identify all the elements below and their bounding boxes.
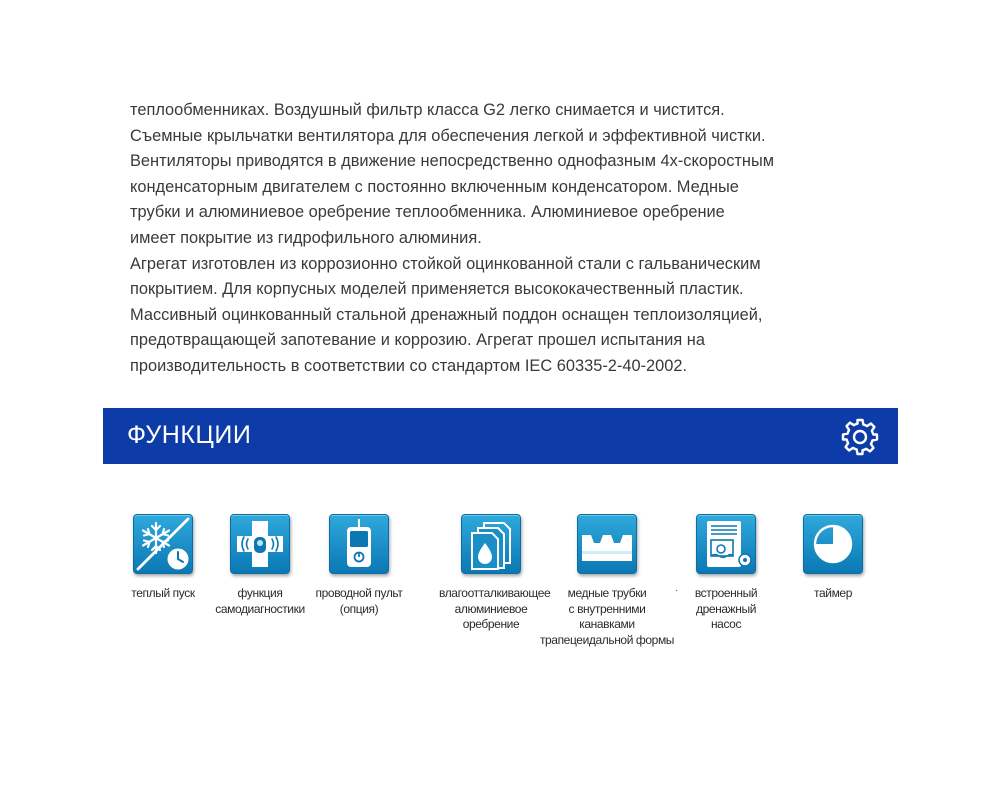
description-line: Съемные крыльчатки вентилятора для обеспечения легкой и эффективной чистки. <box>130 126 766 145</box>
functions-banner <box>103 408 898 464</box>
feature-label-line: теплый пуск <box>131 586 195 600</box>
feature-label-line: алюминиевое <box>454 601 528 616</box>
feature-grooved-tubes <box>537 514 677 648</box>
wired-remote-icon <box>329 514 389 574</box>
stray-mark: · <box>675 585 679 596</box>
feature-label-line: насос <box>710 617 742 631</box>
banner-title: ФУНКЦИИ <box>127 421 252 449</box>
timer-icon <box>803 514 863 574</box>
feature-label-line: встроенный <box>694 586 758 600</box>
gear-icon <box>840 417 880 457</box>
feature-label-line: (опция) <box>339 601 379 616</box>
description-line: предотвращающей запотевание и коррозию. Агрегат прошел испытания на <box>130 331 705 350</box>
feature-label-line: самодиагностики <box>215 601 305 616</box>
feature-label-line: с внутренними <box>568 601 646 616</box>
description-line: трубки и алюминиевое оребрение теплообменника. Алюминиевое оребрение <box>130 203 725 222</box>
diagnostics-cross-icon <box>230 514 290 574</box>
feature-self-diagnostics <box>210 514 310 617</box>
feature-wired-remote <box>309 514 409 617</box>
description-line: покрытием. Для корпусных моделей применяется высококачественный пластик. <box>130 280 744 299</box>
description-line: производительность в соответствии со стандартом IEC 60335-2-40-2002. <box>130 356 688 375</box>
description-line: имеет покрытие из гидрофильного алюминия. <box>130 228 482 247</box>
description-line: Агрегат изготовлен из коррозионно стойкой оцинкованной стали с гальваническим <box>130 254 761 273</box>
feature-warm-start <box>113 514 213 602</box>
feature-label-line: функция <box>237 586 283 600</box>
description-text <box>130 98 920 380</box>
feature-label-line: таймер <box>814 586 852 600</box>
feature-label-line: проводной пульт <box>315 586 403 600</box>
snowflake-clock-icon <box>133 514 193 574</box>
feature-label-line: канавками <box>579 617 635 631</box>
description-line: Вентиляторы приводятся в движение непосредственно однофазным 4х-скоростным <box>130 152 774 171</box>
hydrophobic-fin-icon <box>461 514 521 574</box>
feature-drain-pump <box>676 514 776 633</box>
grooved-tube-icon <box>577 514 637 574</box>
feature-timer <box>783 514 883 602</box>
feature-label-line: оребрение <box>462 617 520 631</box>
feature-label-line: влагоотталкивающее <box>439 586 551 600</box>
description-line: теплообменниках. Воздушный фильтр класса G2 легко снимается и чистится. <box>130 101 725 119</box>
feature-label-line: медные трубки <box>567 586 647 600</box>
feature-label-line: дренажный <box>695 601 757 616</box>
feature-hydrophobic-fins <box>439 514 551 633</box>
feature-label-line: трапецеидальной формы <box>539 632 675 647</box>
drain-pump-icon <box>696 514 756 574</box>
description-line: Массивный оцинкованный стальной дренажный поддон оснащен теплоизоляцией, <box>130 305 763 324</box>
description-line: конденсаторным двигателем с постоянно включенным конденсатором. Медные <box>130 177 739 196</box>
